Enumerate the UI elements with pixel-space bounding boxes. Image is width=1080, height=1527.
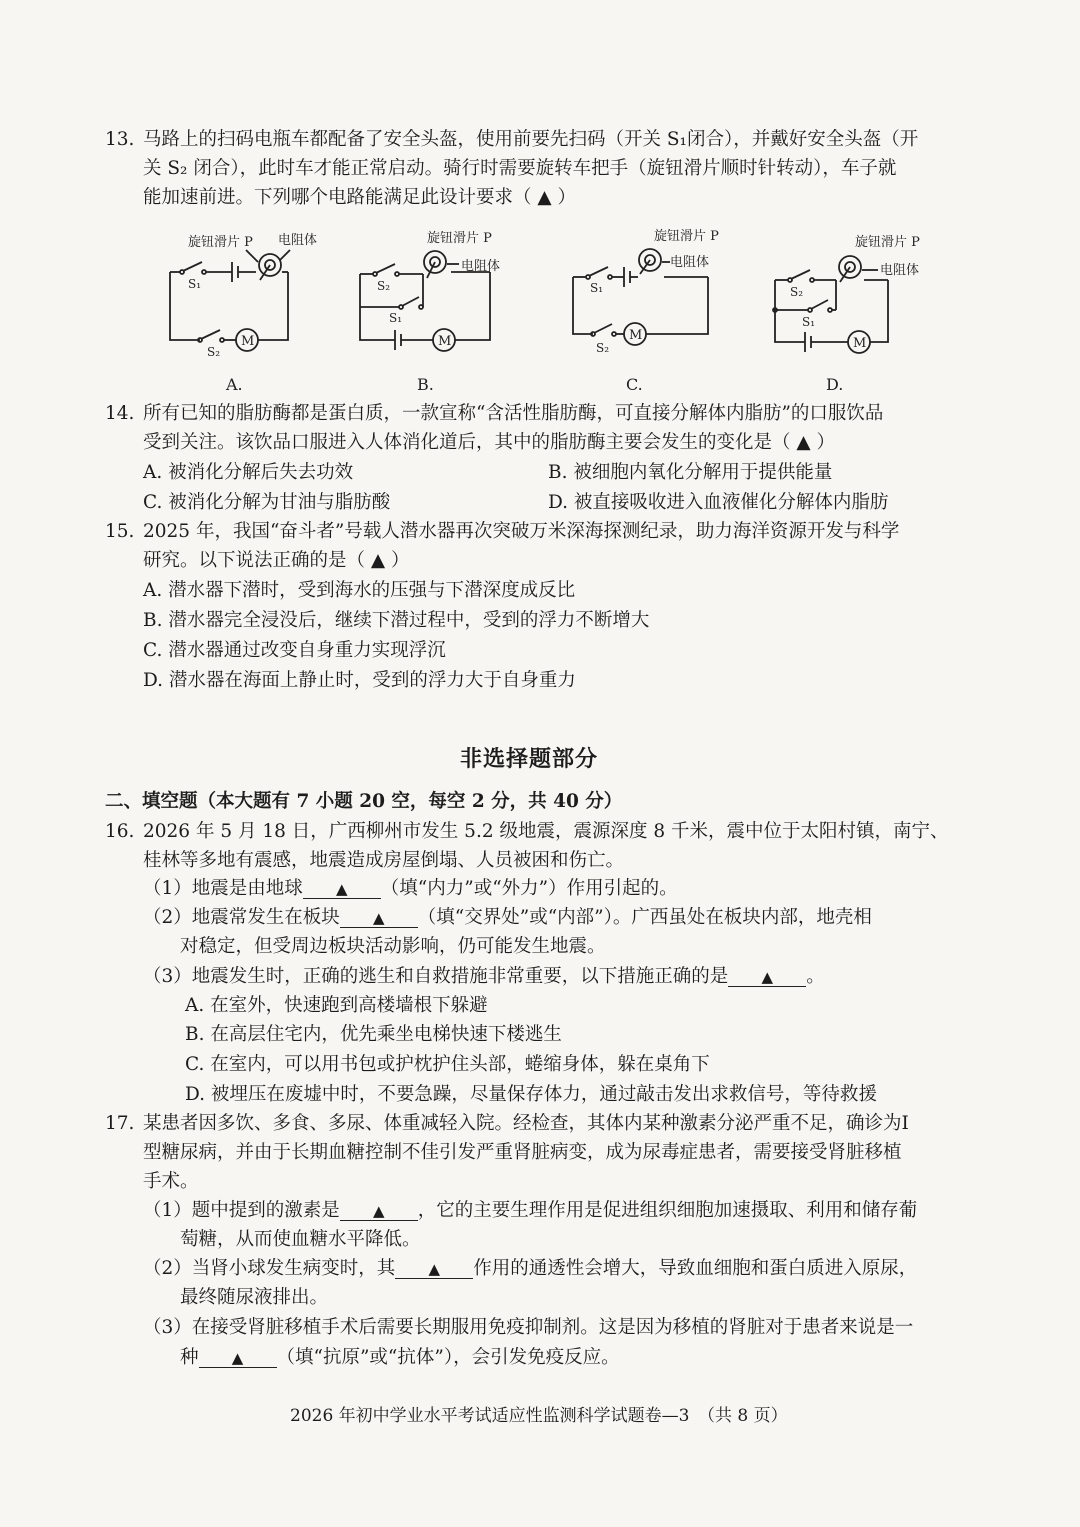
circuit-b-resistor-label: 电阻体 [461,259,501,274]
q17-part1-prefix: （1）题中提到的激素是 [143,1200,340,1221]
q17-text-line3: 手术。 [143,1171,199,1192]
q13-text-line3: 能加速前进。下列哪个电路能满足此设计要求（ ▲ ） [143,187,576,208]
circuit-d-s1-label: S₁ [802,315,816,329]
circuit-b-option: B. [417,375,434,394]
q15-text-line1: 2025 年，我国“奋斗者”号载人潜水器再次突破万米深海探测纪录，助力海洋资源开发与科学 [143,521,900,542]
q16-text-line2: 桂林等多地有震感，地震造成房屋倒塌、人员被困和伤亡。 [143,850,625,871]
q17-part3 [180,1346,620,1370]
circuit-b-motor-label: M [438,334,452,349]
q17-part3-line1: （3）在接受肾脏移植手术后需要长期服用免疫抑制剂。这是因为移植的肾脏对于患者来说是一 [143,1317,914,1338]
q14-option-b: B. 被细胞内氧化分解用于提供能量 [548,462,833,483]
circuit-a-slider-label: 旋钮滑片 P [188,235,253,250]
q14-option-d: D. 被直接吸收进入血液催化分解体内脂肪 [548,492,889,513]
q17-text-line1: 某患者因多饮、多食、多尿、体重减轻入院。经检查，其体内某种激素分泌严重不足，确诊为I [143,1113,909,1134]
q17-part2-line2: 最终随尿液排出。 [180,1287,329,1308]
q13-number: 13. [105,129,135,150]
q16-part3 [143,965,825,989]
circuit-c-s2-label: S₂ [596,341,610,355]
circuit-c-motor-label: M [629,328,643,343]
q17-part3-suffix: （填“抗原”或“抗体”），会引发免疫反应。 [276,1347,620,1368]
q16-part3-answer-blank[interactable]: ▲ [728,968,806,987]
q17-part1-answer-blank[interactable]: ▲ [340,1202,418,1221]
q17-part2 [143,1257,917,1281]
circuit-d-option: D. [826,375,844,394]
section-title: 非选择题部分 [460,747,599,772]
circuit-a-motor-label: M [241,334,255,349]
circuit-b-s1-label: S₁ [389,311,403,325]
circuit-b [360,230,500,394]
circuit-a-s1-label: S₁ [188,277,202,291]
q15-text-line2: 研究。以下说法正确的是（ ▲ ） [143,550,410,571]
q17-text-line2: 型糖尿病，并由于长期血糖控制不佳引发严重肾脏病变，成为尿毒症患者，需要接受肾脏移植 [143,1142,902,1163]
circuit-c-slider-label: 旋钮滑片 P [654,229,719,244]
q15-option-a: A. 潜水器下潜时，受到海水的压强与下潜深度成反比 [143,580,576,601]
q16-text-line1: 2026 年 5 月 18 日，广西柳州市发生 5.2 级地震，震源深度 8 千米，震中位于太阳村镇，南宁、 [143,821,949,842]
q16-part1-suffix: （填“内力”或“外力”）作用引起的。 [380,878,678,899]
circuit-c-option: C. [626,375,643,394]
q17-part2-prefix: （2）当肾小球发生病变时，其 [143,1258,396,1279]
q16-option-a: A. 在室外，快速跑到高楼墙根下躲避 [185,995,488,1016]
circuit-c-s1-label: S₁ [590,281,604,295]
q14-option-a: A. 被消化分解后失去功效 [143,462,354,483]
circuit-b-slider-label: 旋钮滑片 P [427,231,492,246]
circuit-a-s2-label: S₂ [207,345,221,359]
q14-text-line1: 所有已知的脂肪酶都是蛋白质，一款宣称“含活性脂肪酶，可直接分解体内脂肪”的口服饮品 [143,403,884,424]
circuit-a [170,232,317,394]
q17-part3-prefix: 种 [180,1347,199,1368]
q16-part1-answer-blank[interactable]: ▲ [303,880,381,899]
q16-number: 16. [105,821,135,842]
q16-part2 [143,906,872,930]
circuit-d [773,234,920,394]
q16-part3-suffix: 。 [806,966,825,987]
q13-text-line2: 关 S₂ 闭合），此时车才能正常启动。骑行时需要旋转车把手（旋钮滑片顺时针转动），车子就 [143,158,897,179]
circuit-d-resistor-label: 电阻体 [880,263,920,278]
part2-heading: 二、填空题（本大题有 7 小题 20 空，每空 2 分，共 40 分） [105,791,623,812]
q15-option-c: C. 潜水器通过改变自身重力实现浮沉 [143,640,446,661]
q15-option-d: D. 潜水器在海面上静止时，受到的浮力大于自身重力 [143,670,576,691]
circuit-b-s2-label: S₂ [377,279,391,293]
q16-part1 [143,877,678,901]
q16-option-c: C. 在室内，可以用书包或护枕护住头部，蜷缩身体，躲在桌角下 [185,1054,710,1075]
q14-option-c: C. 被消化分解为甘油与脂肪酸 [143,492,391,513]
q16-option-d: D. 被埋压在废墟中时，不要急躁，尽量保存体力，通过敲击发出求救信号，等待救援 [185,1084,877,1105]
circuit-a-resistor-label: 电阻体 [278,233,318,248]
circuit-d-motor-label: M [853,336,867,351]
q15-number: 15. [105,521,135,542]
circuit-a-option: A. [226,375,243,394]
circuit-d-slider-label: 旋钮滑片 P [855,235,920,250]
q16-part1-prefix: （1）地震是由地球 [143,878,303,899]
q14-number: 14. [105,403,135,424]
q16-part2-prefix: （2）地震常发生在板块 [143,907,340,928]
q17-part3-answer-blank[interactable]: ▲ [199,1349,277,1368]
q16-part2-line2: 对稳定，但受周边板块活动影响，仍可能发生地震。 [180,936,606,957]
circuit-c [573,228,719,394]
q17-part1-line2: 萄糖，从而使血糖水平降低。 [180,1229,421,1250]
q17-part2-suffix: 作用的通透性会增大，导致血细胞和蛋白质进入原尿， [473,1258,918,1279]
q16-part2-suffix: （填“交界处”或“内部”）。广西虽处在板块内部，地壳相 [417,907,872,928]
q17-part2-answer-blank[interactable]: ▲ [395,1260,473,1279]
q17-number: 17. [105,1113,135,1134]
q15-option-b: B. 潜水器完全浸没后，继续下潜过程中，受到的浮力不断增大 [143,610,650,631]
q13-text-line1: 马路上的扫码电瓶车都配备了安全头盔，使用前要先扫码（开关 S₁闭合），并戴好安全头盔（开 [143,129,919,150]
circuit-c-resistor-label: 电阻体 [670,255,710,270]
q16-part3-prefix: （3）地震发生时，正确的逃生和自救措施非常重要，以下措施正确的是 [143,966,729,987]
q14-text-line2: 受到关注。该饮品口服进入人体消化道后，其中的脂肪酶主要会发生的变化是（ ▲ ） [143,432,835,453]
page-footer: 2026 年初中学业水平考试适应性监测科学试题卷—3 （共 8 页） [290,1406,788,1426]
q17-part1 [143,1199,917,1223]
q16-part2-answer-blank[interactable]: ▲ [340,909,418,928]
circuit-d-s2-label: S₂ [790,285,804,299]
q16-option-b: B. 在高层住宅内，优先乘坐电梯快速下楼逃生 [185,1024,562,1045]
q17-part1-suffix: ，它的主要生理作用是促进组织细胞加速摄取、利用和储存葡 [417,1200,918,1221]
q13-circuit-diagrams [150,222,950,400]
